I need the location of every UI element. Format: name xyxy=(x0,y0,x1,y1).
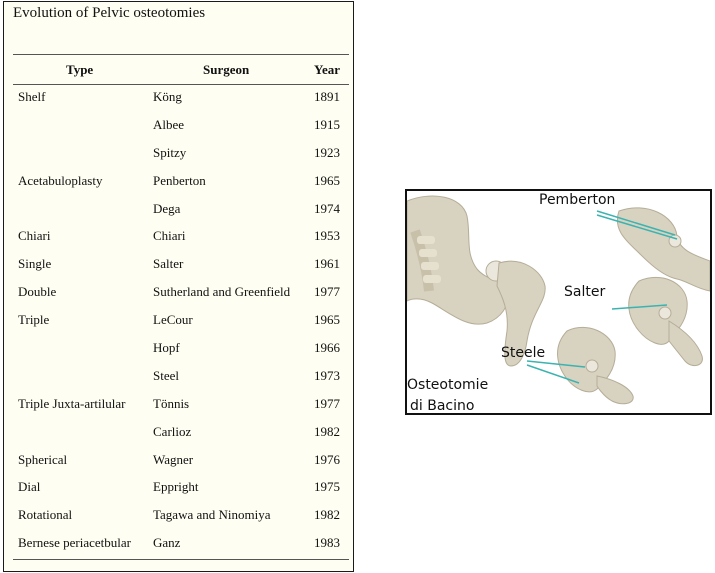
cell-surgeon: Eppright xyxy=(153,479,199,495)
table-row xyxy=(4,447,355,475)
cell-year: 1923 xyxy=(314,144,340,160)
cell-year: 1891 xyxy=(314,89,340,104)
cell-type: Double xyxy=(18,284,57,300)
cell-surgeon: Albee xyxy=(153,116,185,132)
cell-year: 1966 xyxy=(314,340,340,356)
table-row xyxy=(4,223,355,251)
cell-surgeon: Steel xyxy=(153,367,179,383)
label-di-bacino: di Bacino xyxy=(410,398,475,414)
cell-surgeon: Chiari xyxy=(153,228,186,244)
table-top-rule xyxy=(13,54,349,55)
cell-type: Rotational xyxy=(18,507,73,523)
cell-year: 1977 xyxy=(314,284,340,300)
table-row xyxy=(4,474,355,502)
header-year: Year xyxy=(314,62,340,77)
cell-surgeon: Dega xyxy=(153,200,181,216)
cell-type: Dial xyxy=(18,479,41,495)
cell-year: 1965 xyxy=(314,312,340,328)
table-row xyxy=(4,279,355,307)
table-body xyxy=(4,84,355,558)
steele-pelvis xyxy=(527,327,633,403)
table-row xyxy=(4,112,355,140)
cell-year: 1965 xyxy=(314,172,340,188)
salter-pelvis xyxy=(612,277,702,365)
cell-type: Triple Juxta-artilular xyxy=(18,395,126,411)
header-surgeon: Surgeon xyxy=(203,62,250,77)
cell-year: 1977 xyxy=(314,395,340,411)
cell-type: Chiari xyxy=(18,228,51,244)
cell-surgeon: Hopf xyxy=(153,340,180,356)
cell-year: 1915 xyxy=(314,116,340,132)
cell-type: Bernese periacetbular xyxy=(18,535,131,551)
osteotomy-table-panel xyxy=(3,1,354,572)
label-osteotomie: Osteotomie xyxy=(407,377,489,393)
cell-surgeon: Sutherland and Greenfield xyxy=(153,284,291,300)
table-title: Evolution of Pelvic osteotomies xyxy=(13,5,206,21)
table-row xyxy=(4,307,355,335)
cell-surgeon: Salter xyxy=(153,256,184,272)
cell-year: 1982 xyxy=(314,423,340,439)
table-row xyxy=(4,84,355,112)
cell-year: 1982 xyxy=(314,507,340,523)
cell-surgeon: Köng xyxy=(153,89,182,104)
label-salter: Salter xyxy=(564,284,606,300)
cell-surgeon: Ganz xyxy=(153,535,181,551)
cell-year: 1983 xyxy=(314,535,340,551)
cell-type: Spherical xyxy=(18,451,68,467)
table-row xyxy=(4,419,355,447)
cell-type: Triple xyxy=(18,312,50,328)
table-row xyxy=(4,530,355,558)
cell-surgeon: Wagner xyxy=(153,451,194,467)
table-row xyxy=(4,502,355,530)
cell-year: 1975 xyxy=(314,479,340,495)
cell-surgeon: LeCour xyxy=(153,312,193,328)
cell-type: Acetabuloplasty xyxy=(18,172,103,188)
large-pelvis-bone xyxy=(407,196,545,366)
cell-surgeon: Spitzy xyxy=(153,144,187,160)
cell-surgeon: Carlioz xyxy=(153,423,192,439)
pelvic-osteotomy-illustration xyxy=(405,189,712,415)
cell-year: 1976 xyxy=(314,451,340,467)
cell-year: 1961 xyxy=(314,256,340,272)
cell-type: Single xyxy=(18,256,52,272)
cell-year: 1953 xyxy=(314,228,340,244)
table-row xyxy=(4,363,355,391)
table-bottom-rule xyxy=(13,559,349,560)
label-steele: Steele xyxy=(501,345,546,361)
cell-surgeon: Tönnis xyxy=(153,395,190,411)
cell-surgeon: Tagawa and Ninomiya xyxy=(153,507,271,523)
table-row xyxy=(4,140,355,168)
table-row xyxy=(4,335,355,363)
cell-type: Shelf xyxy=(18,89,46,104)
table-row xyxy=(4,196,355,224)
header-type: Type xyxy=(66,62,94,77)
table-row xyxy=(4,251,355,279)
cell-surgeon: Penberton xyxy=(153,172,206,188)
label-pemberton: Pemberton xyxy=(539,192,616,208)
cell-year: 1973 xyxy=(314,367,340,383)
table-row xyxy=(4,168,355,196)
cell-year: 1974 xyxy=(314,200,340,216)
table-row xyxy=(4,391,355,419)
